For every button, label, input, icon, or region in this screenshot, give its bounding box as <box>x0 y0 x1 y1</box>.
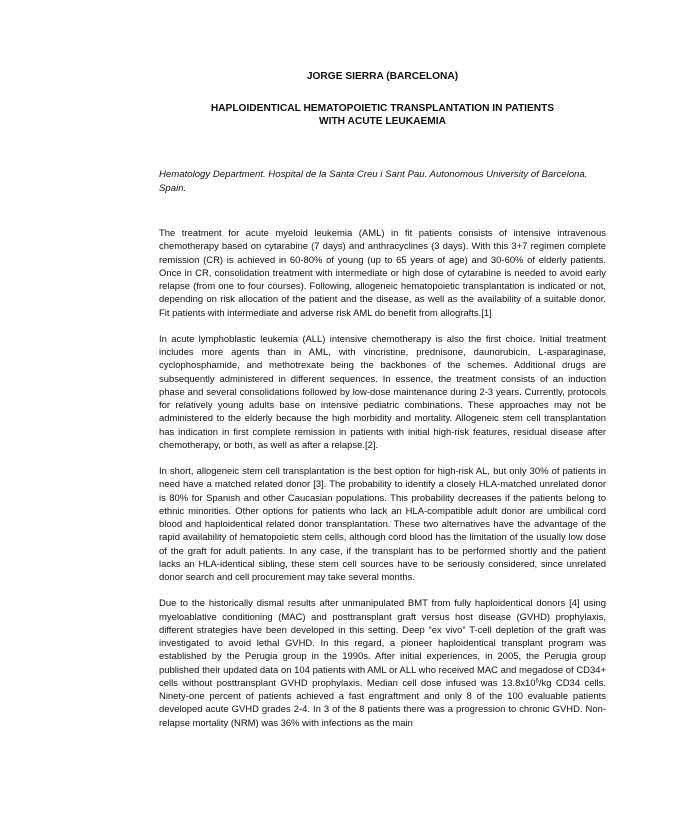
paragraph-3: In short, allogeneic stem cell transplantation is the best option for high-risk AL, but only 30% of patients in need have a matched related donor [3]. The probability to identify a closely HLA-matched unrelated donor is 80% for Spanish and other Caucasian populations. This probability decreases if the patients belong to ethnic minorities. Other options for patients who lack an HLA-compatible adult donor are umbilical cord blood and haploidentical related donor transplantation. These two alternatives have the advantage of the rapid availability of hematopoietic stem cells, although cord blood has the limitation of the usually low dose of the graft for adult patients. In any case, if the transplant has to be performed shortly and the patient lacks an HLA-identical sibling, these stem cell sources have to be seriously considered, since unrelated donor search and cell procurement may take several months. <box>159 466 606 583</box>
title-line-2: WITH ACUTE LEUKAEMIA <box>319 116 446 127</box>
author-heading: JORGE SIERRA (BARCELONA) <box>306 71 459 82</box>
document-page <box>159 70 606 730</box>
paragraph-4-part-1: Due to the historically dismal results after unmanipulated BMT from fully haploidentical donors [4] using myeloablative conditioning (MAC) and posttransplant graft versus host disease (GVHD) prophylaxis, different strategies have been developed in this setting. Deep “ex vivo” T-cell depletion of the graft was investigated to avoid lethal GVHD. In this regard, a pioneer haploidentical transplant program was established by the Perugia group in the 1990s. After initial experiences, in 2005, the Perugia group published their updated data on 104 patients with AML or ALL who received MAC and megadose of CD34+ cells without posttransplant GVHD prophylaxis. Median cell dose infused was 13.8x10 <box>159 598 606 689</box>
paragraph-4-part-2: /kg CD34 cells. Ninety-one percent of patients achieved a fast engraftment and only 8 of the 100 evaluable patients developed acute GVHD grades 2-4. In 3 of the 8 patients there was a progression to chronic GVHD. Non-relapse mortality (NRM) was 36% with infections as the main <box>159 677 606 729</box>
paragraph-1: The treatment for acute myeloid leukemia (AML) in fit patients consists of intensive intravenous chemotherapy based on cytarabine (7 days) and anthracyclines (3 days). With this 3+7 regimen complete remission (CR) is achieved in 60-80% of young (up to 65 years of age) and 30-60% of elderly patients. Once in CR, consolidation treatment with intermediate or high dose of cytarabine is needed to avoid early relapse (from one to four courses). Following, allogeneic hematopoietic transplantation is indicated or not, depending on risk allocation of the patient and the disease, as well as the availability of a suitable donor. Fit patients with intermediate and adverse risk AML do benefit from allografts.[1] <box>159 228 606 319</box>
paragraph-4 <box>159 597 606 730</box>
exponent: 6 <box>535 678 539 685</box>
affiliation: Hematology Department. Hospital de la Santa Creu i Sant Pau. Autonomous University of Barcelona. Spain. <box>159 169 588 194</box>
paragraph-2: In acute lymphoblastic leukemia (ALL) intensive chemotherapy is also the first choice. Initial treatment includes more agents than in AML, with vincristine, prednisone, daunorubicin, L-asparaginase, cyclophosphamide, and methotrexate being the backbones of the schemes. Additional drugs are subsequently administered in different sequences. In essence, the treatment consists of an induction phase and several consolidations followed by low-dose maintenance during 2-3 years. Currently, protocols for relatively young adults base on intensive pediatric combinations. These approaches may not be administered to the elderly because the high morbidity and mortality. Allogeneic stem cell transplantation has indication in first complete remission in patients with initial high-risk features, residual disease after chemotherapy, or both, as well as after a relapse.[2]. <box>159 333 606 451</box>
article-title <box>159 102 606 128</box>
title-line-1: HAPLOIDENTICAL HEMATOPOIETIC TRANSPLANTATION IN PATIENTS <box>210 103 555 114</box>
